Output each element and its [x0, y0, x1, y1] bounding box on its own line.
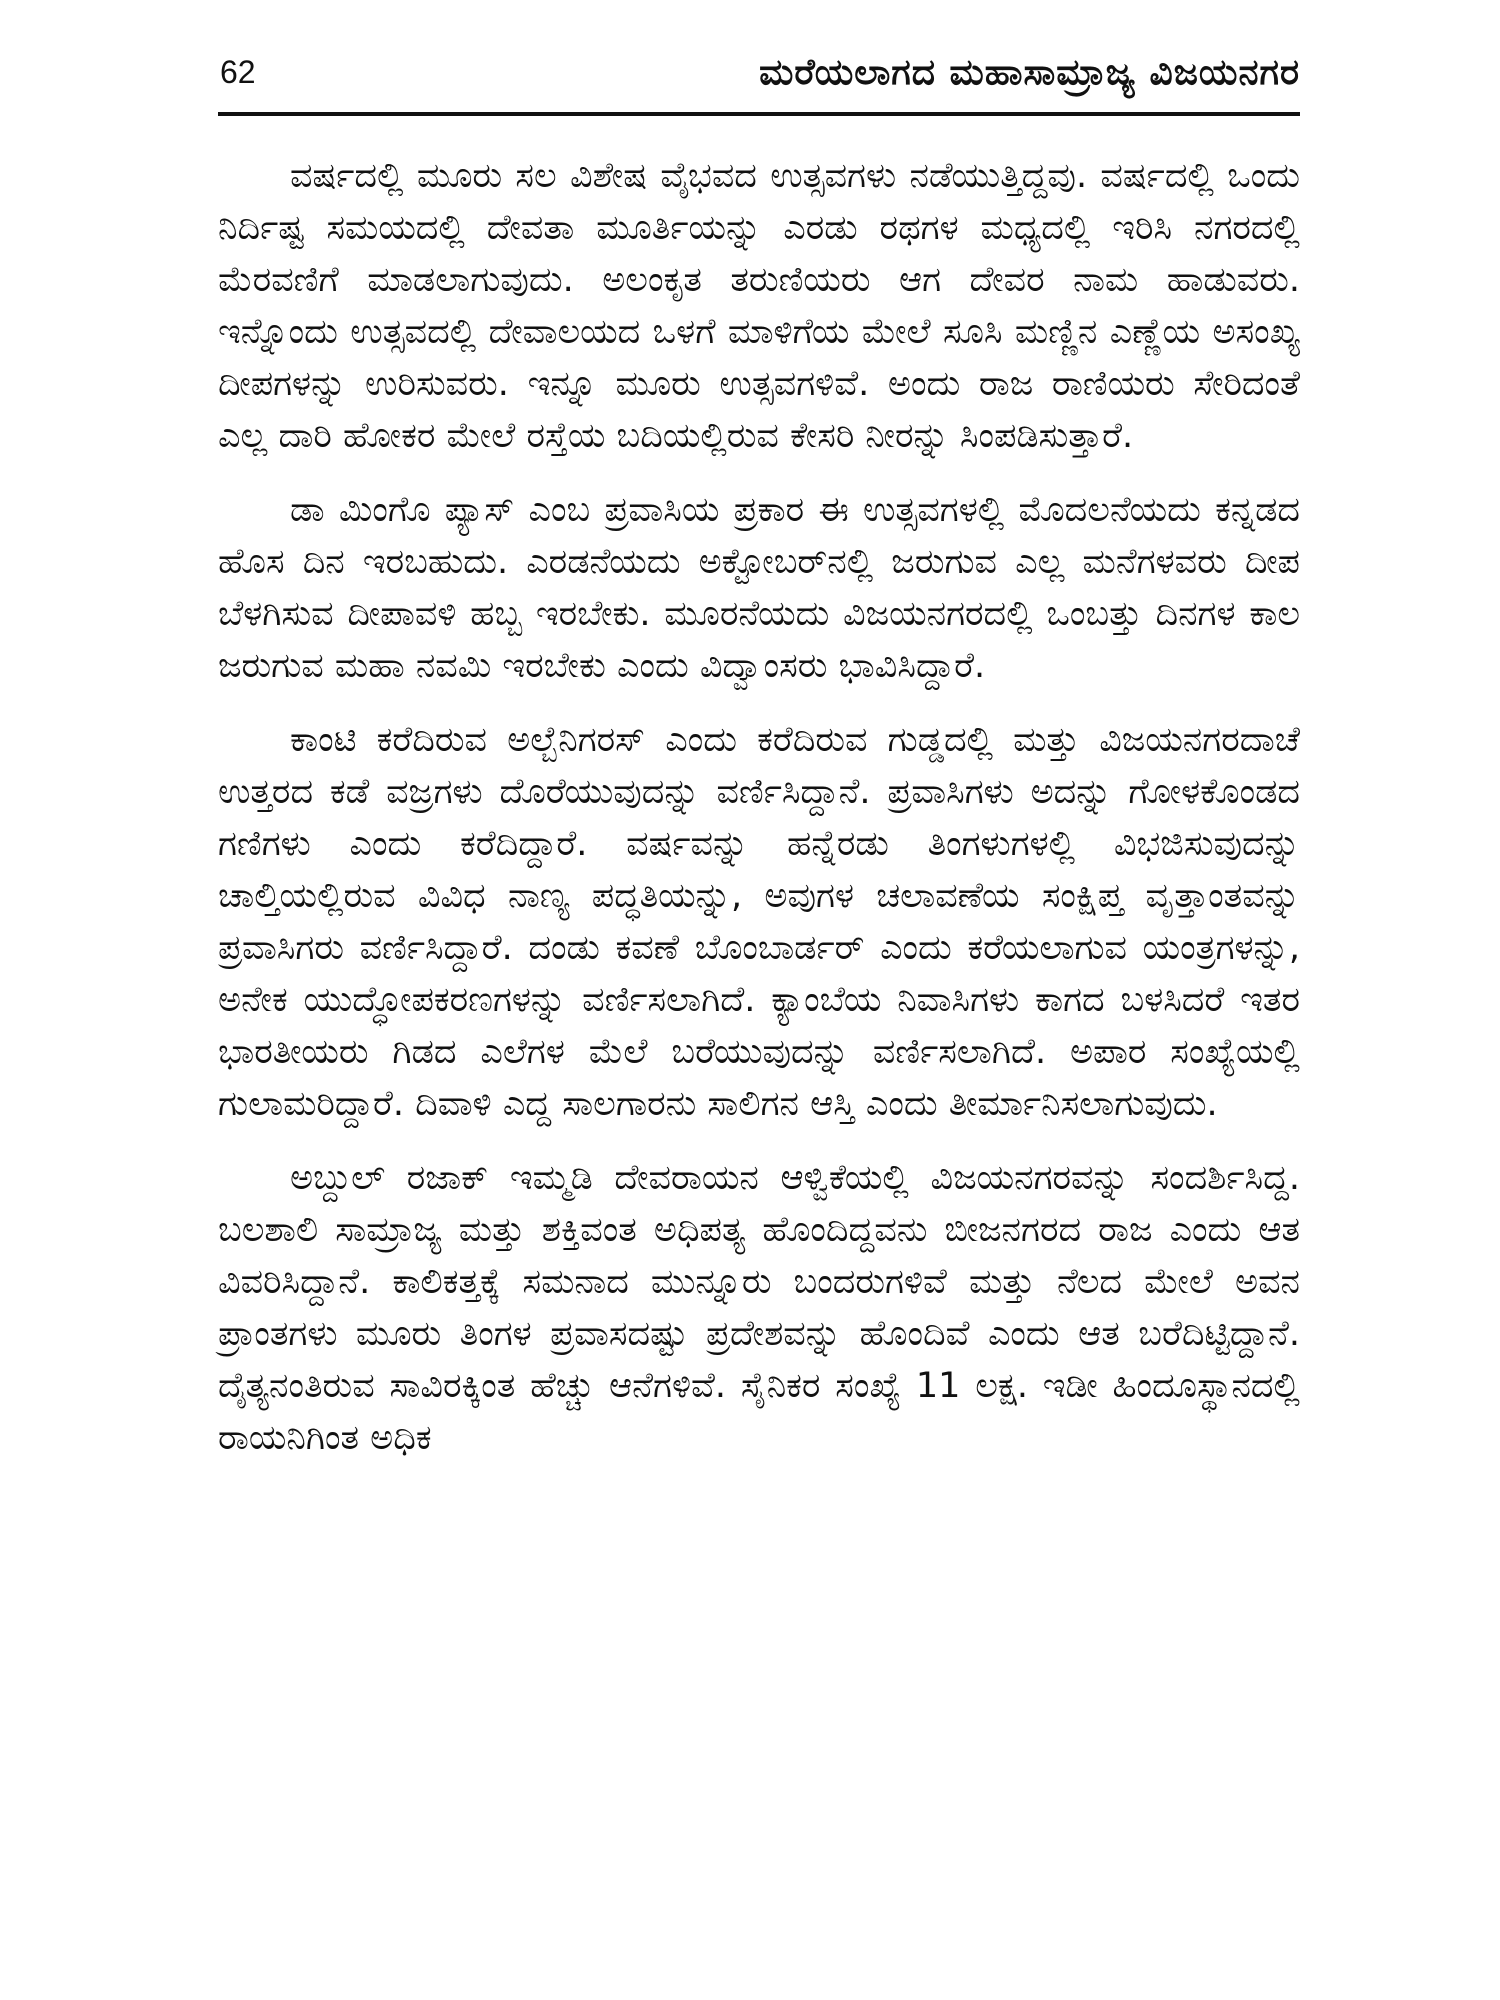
running-title: ಮರೆಯಲಾಗದ ಮಹಾಸಾಮ್ರಾಜ್ಯ ವಿಜಯನಗರ — [759, 52, 1300, 93]
header-divider — [218, 112, 1300, 116]
paragraph-conti: ಕಾಂಟಿ ಕರೆದಿರುವ ಅಲ್ಬೆನಿಗರಸ್ ಎಂದು ಕರೆದಿರುವ ಗುಡ್ಡದಲ್ಲಿ ಮತ್ತು ವಿಜಯನಗರದಾಚೆ ಉತ್ತರದ ಕಡೆ ವಜ್ರಗಳು ದೊರೆಯುವುದನ್ನು ವರ್ಣಿಸಿದ್ದಾನೆ. ಪ್ರವಾಸಿಗಳು ಅದನ್ನು ಗೋಳಕೊಂಡದ ಗಣಿಗಳು ಎಂದು ಕರೆದಿದ್ದಾರೆ. ವರ್ಷವನ್ನು ಹನ್ನೆರಡು ತಿಂಗಳುಗಳಲ್ಲಿ ವಿಭಜಿಸುವುದನ್ನು ಚಾಲ್ತಿಯಲ್ಲಿರುವ ವಿವಿಧ ನಾಣ್ಯ ಪದ್ಧತಿಯನ್ನು, ಅವುಗಳ ಚಲಾವಣೆಯ ಸಂಕ್ಷಿಪ್ತ ವೃತ್ತಾಂತವನ್ನು ಪ್ರವಾಸಿಗರು ವರ್ಣಿಸಿದ್ದಾರೆ. ದಂಡು ಕವಣೆ ಬೊಂಬಾರ್ಡರ್ ಎಂದು ಕರೆಯಲಾಗುವ ಯಂತ್ರಗಳನ್ನು, ಅನೇಕ ಯುದ್ಧೋಪಕರಣಗಳನ್ನು ವರ್ಣಿಸಲಾಗಿದೆ. ಕ್ಯಾಂಬೆಯ ನಿವಾಸಿಗಳು ಕಾಗದ ಬಳಸಿದರೆ ಇತರ ಭಾರತೀಯರು ಗಿಡದ ಎಲೆಗಳ ಮೆಲೆ ಬರೆಯುವುದನ್ನು ವರ್ಣಿಸಲಾಗಿದೆ. ಅಪಾರ ಸಂಖ್ಯೆಯಲ್ಲಿ ಗುಲಾಮರಿದ್ದಾರೆ. ದಿವಾಳಿ ಎದ್ದ ಸಾಲಗಾರನು ಸಾಲಿಗನ ಆಸ್ತಿ ಎಂದು ತೀರ್ಮಾನಿಸಲಾಗುವುದು. — [218, 720, 1300, 1124]
paragraph-abdul-razzak: ಅಬ್ದುಲ್ ರಜಾಕ್ ಇಮ್ಮಡಿ ದೇವರಾಯನ ಆಳ್ವಿಕೆಯಲ್ಲಿ ವಿಜಯನಗರವನ್ನು ಸಂದರ್ಶಿಸಿದ್ದ. ಬಲಶಾಲಿ ಸಾಮ್ರಾಜ್ಯ ಮತ್ತು ಶಕ್ತಿವಂತ ಅಧಿಪತ್ಯ ಹೊಂದಿದ್ದವನು ಬೀಜನಗರದ ರಾಜ ಎಂದು ಆತ ವಿವರಿಸಿದ್ದಾನೆ. ಕಾಲಿಕತ್ತಕ್ಕೆ ಸಮನಾದ ಮುನ್ನೂರು ಬಂದರುಗಳಿವೆ ಮತ್ತು ನೆಲದ ಮೇಲೆ ಅವನ ಪ್ರಾಂತಗಳು ಮೂರು ತಿಂಗಳ ಪ್ರವಾಸದಷ್ಟು ಪ್ರದೇಶವನ್ನು ಹೊಂದಿವೆ ಎಂದು ಆತ ಬರೆದಿಟ್ಟಿದ್ದಾನೆ. ದೈತ್ಯನಂತಿರುವ ಸಾವಿರಕ್ಕಿಂತ ಹೆಚ್ಚು ಆನೆಗಳಿವೆ. ಸೈನಿಕರ ಸಂಖ್ಯೆ 11 ಲಕ್ಷ. ಇಡೀ ಹಿಂದೂಸ್ಥಾನದಲ್ಲಿ ರಾಯನಿಗಿಂತ ಅಧಿಕ — [218, 1158, 1300, 1458]
body-text — [218, 150, 1300, 1486]
page-header — [218, 48, 1300, 110]
page-number: 62 — [220, 54, 256, 90]
paragraph-festivals: ವರ್ಷದಲ್ಲಿ ಮೂರು ಸಲ ವಿಶೇಷ ವೈಭವದ ಉತ್ಸವಗಳು ನಡೆಯುತ್ತಿದ್ದವು. ವರ್ಷದಲ್ಲಿ ಒಂದು ನಿರ್ದಿಷ್ಟ ಸಮಯದಲ್ಲಿ ದೇವತಾ ಮೂರ್ತಿಯನ್ನು ಎರಡು ರಥಗಳ ಮಧ್ಯದಲ್ಲಿ ಇರಿಸಿ ನಗರದಲ್ಲಿ ಮೆರವಣಿಗೆ ಮಾಡಲಾಗುವುದು. ಅಲಂಕೃತ ತರುಣಿಯರು ಆಗ ದೇವರ ನಾಮ ಹಾಡುವರು. ಇನ್ನೊಂದು ಉತ್ಸವದಲ್ಲಿ ದೇವಾಲಯದ ಒಳಗೆ ಮಾಳಿಗೆಯ ಮೇಲೆ ಸೂಸಿ ಮಣ್ಣಿನ ಎಣ್ಣೆಯ ಅಸಂಖ್ಯ ದೀಪಗಳನ್ನು ಉರಿಸುವರು. ಇನ್ನೂ ಮೂರು ಉತ್ಸವಗಳಿವೆ. ಅಂದು ರಾಜ ರಾಣಿಯರು ಸೇರಿದಂತೆ ಎಲ್ಲ ದಾರಿ ಹೋಕರ ಮೇಲೆ ರಸ್ತೆಯ ಬದಿಯಲ್ಲಿರುವ ಕೇಸರಿ ನೀರನ್ನು ಸಿಂಪಡಿಸುತ್ತಾರೆ. — [218, 156, 1300, 456]
paragraph-domingo-paes: ಡಾ ಮಿಂಗೊ ಪ್ಯಾಸ್ ಎಂಬ ಪ್ರವಾಸಿಯ ಪ್ರಕಾರ ಈ ಉತ್ಸವಗಳಲ್ಲಿ ಮೊದಲನೆಯದು ಕನ್ನಡದ ಹೊಸ ದಿನ ಇರಬಹುದು. ಎರಡನೆಯದು ಅಕ್ಟೋಬರ್‌ನಲ್ಲಿ ಜರುಗುವ ಎಲ್ಲ ಮನೆಗಳವರು ದೀಪ ಬೆಳಗಿಸುವ ದೀಪಾವಳಿ ಹಬ್ಬ ಇರಬೇಕು. ಮೂರನೆಯದು ವಿಜಯನಗರದಲ್ಲಿ ಒಂಬತ್ತು ದಿನಗಳ ಕಾಲ ಜರುಗುವ ಮಹಾ ನವಮಿ ಇರಬೇಕು ಎಂದು ವಿದ್ವಾಂಸರು ಭಾವಿಸಿದ್ದಾರೆ. — [218, 490, 1300, 686]
